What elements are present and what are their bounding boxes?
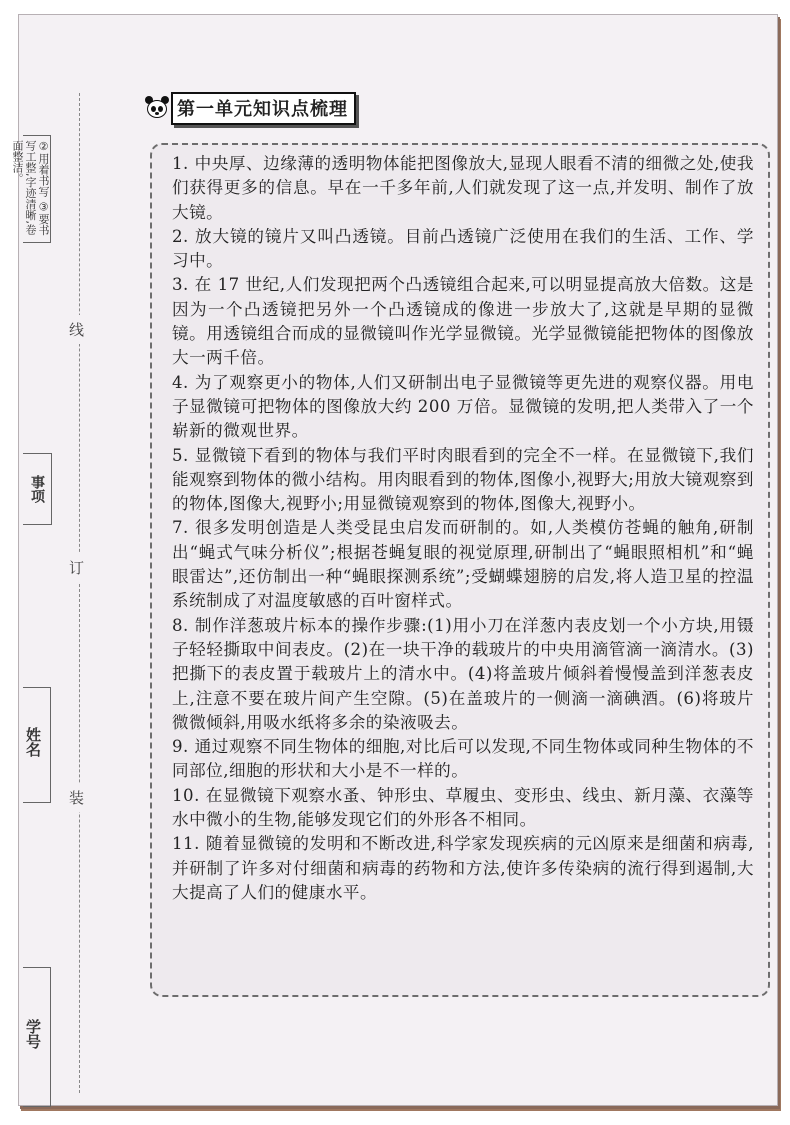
list-item: 1. 中央厚、边缘薄的透明物体能把图像放大,显现人眼看不清的细微之处,使我们获得更多的信息。早在一千多年前,人们就发现了这一点,并发明、制作了放大镜。 — [172, 154, 754, 222]
list-item: 5. 显微镜下看到的物体与我们平时肉眼看到的完全不一样。在显微镜下,我们能观察到物体的微小结构。用肉眼看到的物体,图像小,视野大;用放大镜观察到的物体,图像大,视野小;用显微镜观察到的物体,图像大,视野小。 — [172, 445, 754, 514]
list-item: 8. 制作洋葱玻片标本的操作步骤:(1)用小刀在洋葱内表皮划一个小方块,用镊子轻轻撕取中间表皮。(2)在一块干净的载玻片的中央用滴管滴一滴清水。(3)把撕下的表皮置于载玻片上的清水中。(4)将盖玻片倾斜着慢慢盖到洋葱表皮上,注意不要在玻片间产生空隙。(5)在盖玻片的一侧滴一滴碘酒。(6)将玻片微微倾斜,用吸水纸将多余的染液吸去。 — [172, 615, 754, 732]
panda-icon — [145, 96, 169, 120]
list-item: 10. 在显微镜下观察水蚤、钟形虫、草履虫、变形虫、线虫、新月藻、衣藻等水中微小的生物,能够发现它们的外形各不相同。 — [172, 785, 754, 830]
list-item: 4. 为了观察更小的物体,人们又研制出电子显微镜等更先进的观察仪器。用电子显微镜可把物体的图像放大约 200 万倍。显微镜的发明,把人类带入了一个崭新的微观世界。 — [172, 372, 754, 441]
list-item: 3. 在 17 世纪,人们发现把两个凸透镜组合起来,可以明显提高放大倍数。这是因为一个凸透镜把另外一个凸透镜成的像进一步放大了,这就是早期的显微镜。用透镜组合而成的显微镜叫作光学显微镜。光学显微镜能把物体的图像放大一两千倍。 — [172, 275, 754, 368]
binding-mark-staple: 订 — [69, 553, 84, 582]
list-item: 2. 放大镜的镜片又叫凸透镜。目前凸透镜广泛使用在我们的生活、工作、学习中。 — [172, 226, 754, 271]
binding-cut-line — [79, 93, 80, 1093]
exam-notes: ②用着书写 ③要书写工整,字迹清晰,卷面整洁。 — [23, 135, 51, 243]
knowledge-list — [150, 143, 770, 997]
binding-mark-line: 线 — [69, 315, 84, 344]
name-label: 姓名 — [24, 727, 42, 757]
page-title: 第一单元知识点梳理 — [171, 92, 356, 125]
student-id-field[interactable] — [23, 967, 51, 1107]
student-id-label: 学号 — [24, 1019, 42, 1049]
notes-heading: 事项 — [23, 453, 52, 525]
list-item: 11. 随着显微镜的发明和不断改进,科学家发现疾病的元凶原来是细菌和病毒,并研制了许多对付细菌和病毒的药物和方法,使许多传染病的流行得到遏制,大大提高了人们的健康水平。 — [172, 834, 754, 902]
list-item: 7. 很多发明创造是人类受昆虫启发而研制的。如,人类模仿苍蝇的触角,研制出“蝇式气味分析仪”;根据苍蝇复眼的视觉原理,研制出了“蝇眼照相机”和“蝇眼雷达”,还仿制出一种“蝇眼探测系统”;受蝴蝶翅膀的启发,将人造卫星的控温系统制成了对温度敏感的百叶窗样式。 — [172, 518, 754, 611]
list-item: 9. 通过观察不同生物体的细胞,对比后可以发现,不同生物体或同种生物体的不同部位,细胞的形状和大小是不一样的。 — [172, 737, 754, 781]
section-title-bar — [145, 93, 356, 123]
name-field[interactable] — [23, 687, 51, 803]
binding-mark-bind: 装 — [69, 783, 84, 812]
